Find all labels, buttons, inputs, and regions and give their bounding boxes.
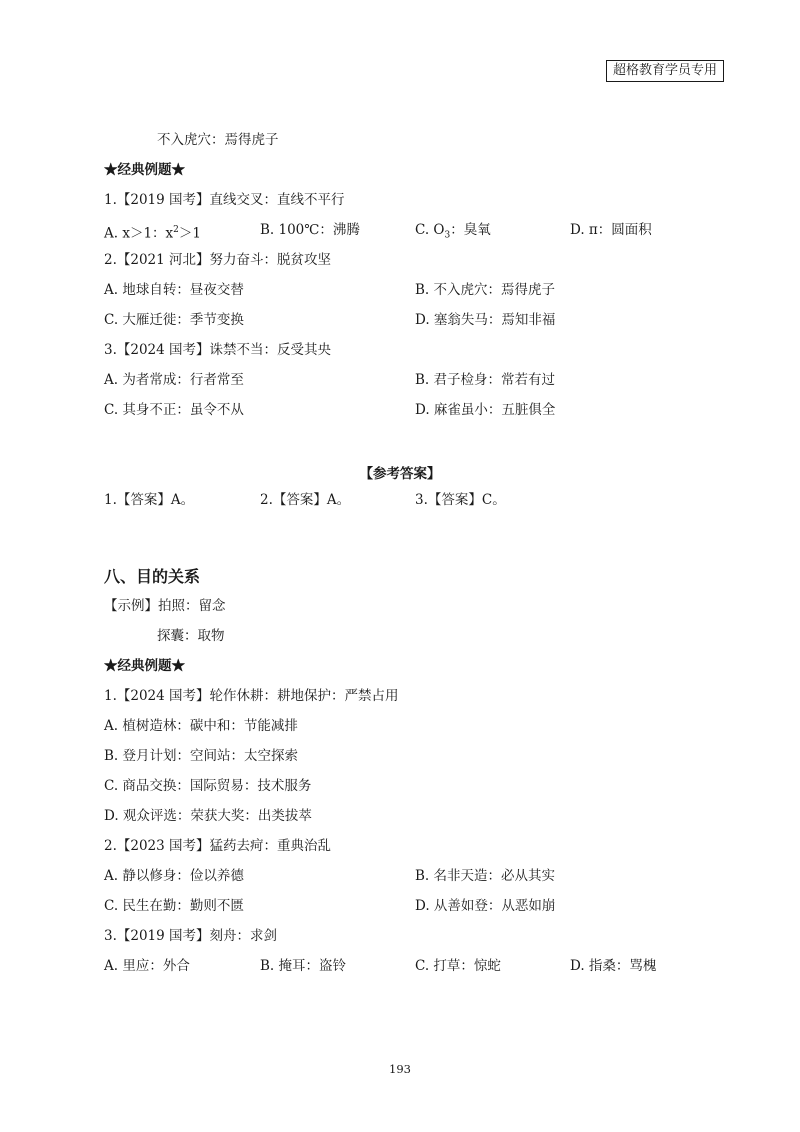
question-3-option-c: C. 其身不正：虽令不从 — [104, 402, 244, 418]
s8-question-1-option-c: C. 商品交换：国际贸易：技术服务 — [104, 778, 312, 794]
example-line-2: 探囊：取物 — [157, 628, 225, 644]
question-2-option-b: B. 不入虎穴：焉得虎子 — [415, 282, 556, 298]
option-text: ＞1 — [178, 225, 201, 242]
examples-title: ★经典例题★ — [104, 162, 185, 178]
s8-question-1-option-b: B. 登月计划：空间站：太空探索 — [104, 748, 299, 764]
question-2-option-a: A. 地球自转：昼夜交替 — [104, 282, 244, 298]
question-2-stem: 2.【2021 河北】努力奋斗：脱贫攻坚 — [104, 252, 332, 268]
page-number: 193 — [389, 1062, 411, 1076]
option-text: ：臭氧 — [450, 222, 491, 238]
answer-2: 2.【答案】A。 — [260, 492, 351, 508]
s8-question-2-option-d: D. 从善如登：从恶如崩 — [415, 898, 556, 914]
s8-question-2-option-c: C. 民生在勤：勤则不匮 — [104, 898, 244, 914]
section-heading: 八、目的关系 — [104, 567, 201, 586]
subscript: 3 — [444, 230, 451, 241]
question-1-option-d: D. π：圆面积 — [570, 222, 652, 238]
question-2-option-c: C. 大雁迁徙：季节变换 — [104, 312, 244, 328]
s8-question-3-option-c: C. 打草：惊蛇 — [415, 958, 501, 974]
question-1-option-a — [104, 222, 201, 242]
s8-question-1-stem: 1.【2024 国考】轮作休耕：耕地保护：严禁占用 — [104, 688, 399, 704]
s8-question-2-stem: 2.【2023 国考】猛药去疴：重典治乱 — [104, 838, 332, 854]
s8-question-3-stem: 3.【2019 国考】刻舟：求剑 — [104, 928, 278, 944]
example-line-1: 【示例】拍照：留念 — [104, 598, 226, 614]
question-3-option-b: B. 君子检身：常若有过 — [415, 372, 556, 388]
answers-title: 【参考答案】 — [359, 466, 441, 482]
question-1-option-b: B. 100℃：沸腾 — [260, 222, 360, 238]
s8-question-3-option-b: B. 掩耳：盗铃 — [260, 958, 347, 974]
answer-3: 3.【答案】C。 — [415, 492, 506, 508]
question-1-stem: 1.【2019 国考】直线交叉：直线不平行 — [104, 192, 345, 208]
question-2-option-d: D. 塞翁失马：焉知非福 — [415, 312, 556, 328]
question-3-option-d: D. 麻雀虽小：五脏俱全 — [415, 402, 556, 418]
header-tag: 超格教育学员专用 — [606, 60, 724, 82]
s8-question-3-option-d: D. 指桑：骂槐 — [570, 958, 657, 974]
s8-question-3-option-a: A. 里应：外合 — [104, 958, 190, 974]
s8-question-1-option-d: D. 观众评选：荣获大奖：出类拔萃 — [104, 808, 312, 824]
s8-question-2-option-a: A. 静以修身：俭以养德 — [104, 868, 244, 884]
continued-line: 不入虎穴：焉得虎子 — [157, 132, 279, 148]
question-3-option-a: A. 为者常成：行者常至 — [104, 372, 244, 388]
answer-1: 1.【答案】A。 — [104, 492, 195, 508]
s8-question-1-option-a: A. 植树造林：碳中和：节能减排 — [104, 718, 298, 734]
question-1-option-c — [415, 222, 491, 244]
option-text: C. O — [415, 222, 445, 238]
examples-title: ★经典例题★ — [104, 658, 185, 674]
option-text: A. x＞1：x — [104, 225, 174, 242]
s8-question-2-option-b: B. 名非天造：必从其实 — [415, 868, 556, 884]
superscript: 2 — [173, 225, 179, 235]
question-3-stem: 3.【2024 国考】诛禁不当：反受其央 — [104, 342, 332, 358]
